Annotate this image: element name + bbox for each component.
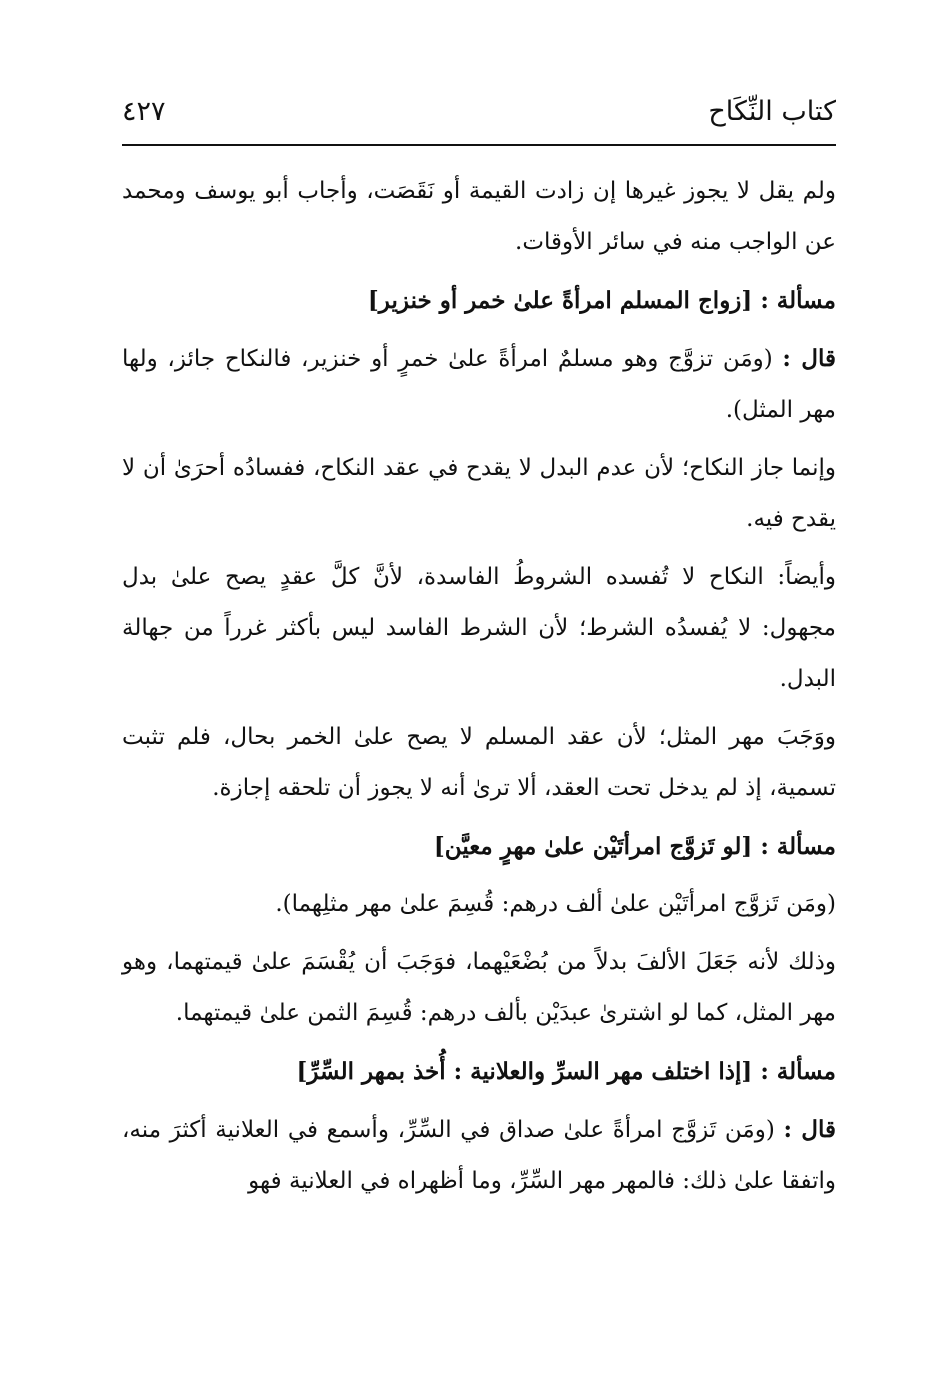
paragraph: وأيضاً: النكاح لا تُفسده الشروطُ الفاسدة، لأنَّ كلَّ عقدٍ يصح علىٰ بدل مجهول: لا يُفسدُه الشرط؛ لأن الشرط الفاسد ليس بأكثر غرراً من جهالة البدل.	[122, 564, 836, 692]
section-heading	[122, 275, 836, 326]
section-heading	[122, 821, 836, 872]
paragraph: ولم يقل لا يجوز غيرها إن زادت القيمة أو نَقَصَت، وأجاب أبو يوسف ومحمد عن الواجب منه في سائر الأوقات.	[122, 178, 836, 255]
quoted-text	[122, 333, 836, 436]
quote: (ومَن تَزوَّج امرأةً علىٰ صداق في السِّرِّ، وأسمع في العلانية أكثرَ منه، واتفقا علىٰ ذلك: فالمهر مهر السِّرِّ، وما أظهراه في العلانية فهو	[122, 1117, 836, 1194]
paragraph: وذلك لأنه جَعَلَ الألفَ بدلاً من بُضْعَيْهما، فوَجَبَ أن يُقْسَمَ علىٰ قيمتهما، وهو مهر المثل، كما لو اشترىٰ عبدَيْن بألف درهم: قُسِمَ الثمن علىٰ قيمتهما.	[122, 949, 836, 1026]
header-rule	[122, 144, 836, 146]
section-heading	[122, 1046, 836, 1097]
paragraph: ووَجَبَ مهر المثل؛ لأن عقد المسلم لا يصح علىٰ الخمر بحال، فلم تثبت تسمية، إذ لم يدخل تحت العقد، ألا ترىٰ أنه لا يجوز أن تلحقه إجازة.	[122, 724, 836, 801]
quote: (ومَن تزوَّج وهو مسلمٌ امرأةً علىٰ خمرٍ أو خنزير، فالنكاح جائز، ولها مهر المثل).	[122, 346, 836, 423]
qal-label: قال :	[782, 345, 837, 372]
section-title: [لو تَزوَّج امرأتَيْن علىٰ مهرٍ معيَّن]	[433, 833, 753, 860]
section-label: مسألة :	[760, 833, 836, 860]
quoted-text	[122, 1104, 836, 1207]
page-body	[122, 166, 836, 1214]
section-title: [إذا اختلف مهر السرِّ والعلانية : أُخذ بمهر السِّرِّ]	[296, 1058, 753, 1085]
page-number: ٤٢٧	[122, 96, 166, 127]
qal-label: قال :	[783, 1116, 836, 1143]
section-label: مسألة :	[760, 287, 836, 314]
book-title: كتاب النِّكَاح	[708, 96, 836, 127]
paragraph: وإنما جاز النكاح؛ لأن عدم البدل لا يقدح في عقد النكاح، ففسادُه أحرَىٰ أن لا يقدح فيه.	[122, 455, 836, 532]
section-title: [زواج المسلم امرأةً علىٰ خمر أو خنزير]	[367, 287, 753, 314]
quote: (ومَن تَزوَّج امرأتَيْن علىٰ ألف درهم: قُسِمَ علىٰ مهر مثلِهما).	[275, 891, 836, 917]
running-header	[122, 92, 836, 140]
section-label: مسألة :	[760, 1058, 836, 1085]
